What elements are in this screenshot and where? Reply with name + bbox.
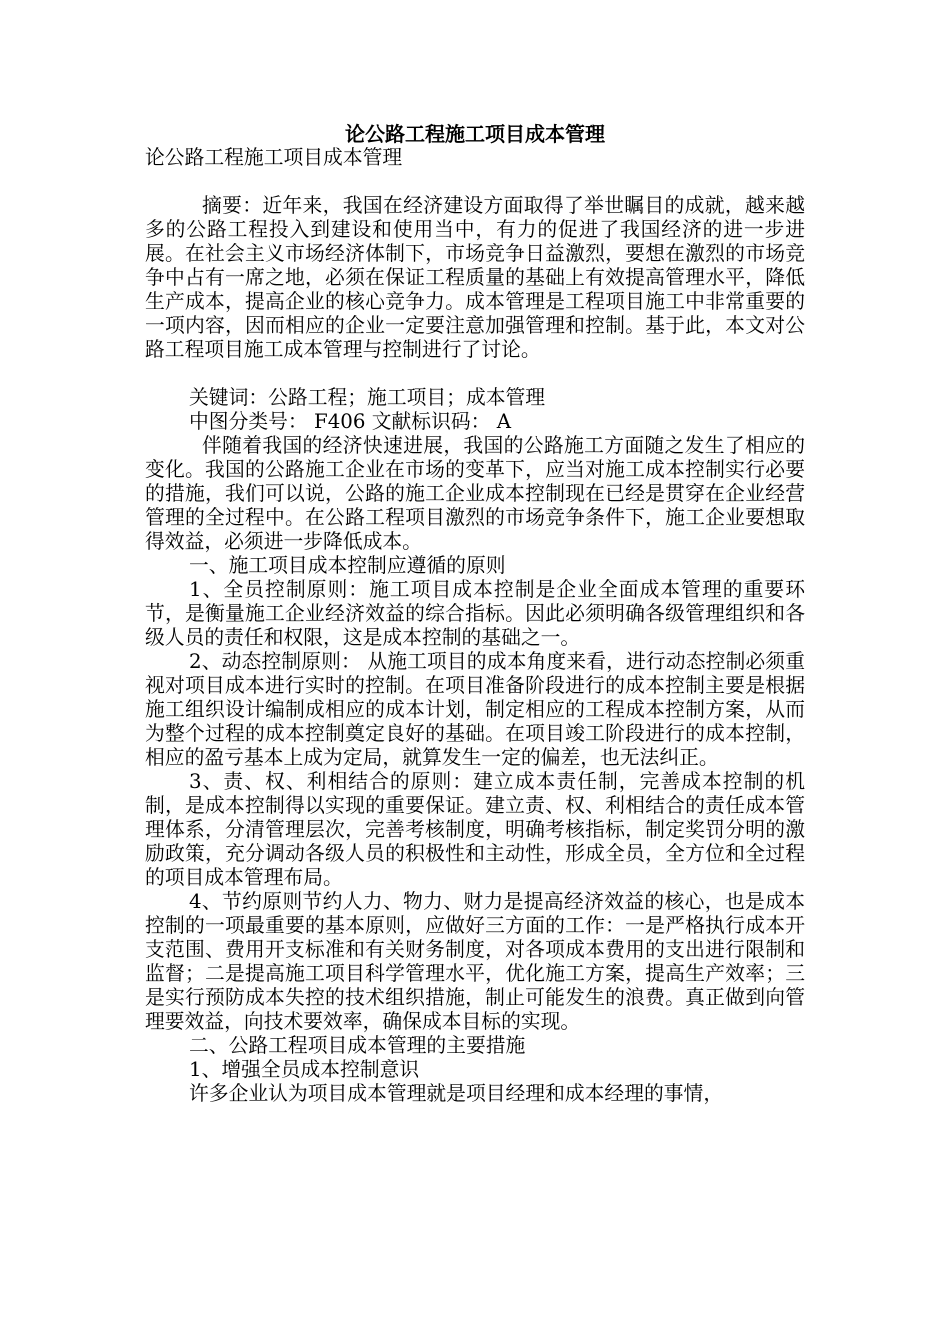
document-subtitle: 论公路工程施工项目成本管理 (145, 146, 403, 169)
body-paragraph: 1、全员控制原则：施工项目成本控制是企业全面成本管理的重要环节，是衡量施工企业经济效益的综合指标。因此必须明确各级管理组织和各级人员的责任和权限，这是成本控制的基础之一。 (145, 578, 805, 649)
body-paragraph: 3、责、权、利相结合的原则：建立成本责任制，完善成本控制的机制，是成本控制得以实现的重要保证。建立责、权、利相结合的责任成本管理体系，分清管理层次，完善考核制度，明确考核指标，制定奖罚分明的激励政策，充分调动各级人员的积极性和主动性，形成全员，全方位和全过程的项目成本管理布局。 (145, 770, 805, 889)
blank-line (145, 362, 805, 386)
body-paragraph: 2、动态控制原则： 从施工项目的成本角度来看，进行动态控制必须重视对项目成本进行实时的控制。在项目准备阶段进行的成本控制主要是根据施工组织设计编制成相应的成本计划，制定相应的工程成本控制方案，从而为整个过程的成本控制奠定良好的基础。在项目竣工阶段进行的成本控制，相应的盈亏基本上成为定局，就算发生一定的偏差，也无法纠正。 (145, 650, 805, 769)
section-heading: 二、公路工程项目成本管理的主要措施 (189, 1034, 526, 1057)
body-paragraph: 4、节约原则节约人力、物力、财力是提高经济效益的核心，也是成本控制的一项最重要的基本原则，应做好三方面的工作：一是严格执行成本开支范围、费用开支标准和有关财务制度，对各项成本费用的支出进行限制和监督；二是提高施工项目科学管理水平，优化施工方案，提高生产效率；三是实行预防成本失控的技术组织措施，制止可能发生的浪费。真正做到向管理要效益，向技术要效率，确保成本目标的实现。 (145, 890, 805, 1033)
classification-line: 中图分类号： F406 文献标识码： A (189, 410, 512, 433)
section-heading: 一、施工项目成本控制应遵循的原则 (189, 554, 506, 577)
body-paragraph: 伴随着我国的经济快速进展，我国的公路施工方面随之发生了相应的变化。我国的公路施工企业在市场的变革下，应当对施工成本控制实行必要的措施，我们可以说，公路的施工企业成本控制现在已经是贯穿在企业经营管理的全过程中。在公路工程项目激烈的市场竞争条件下，施工企业要想取得效益，必须进一步降低成本。 (145, 434, 805, 553)
keywords-line: 关键词：公路工程；施工项目；成本管理 (189, 386, 546, 409)
document-body (145, 122, 805, 1106)
document-title: 论公路工程施工项目成本管理 (345, 122, 605, 146)
subsection-heading: 1、增强全员成本控制意识 (189, 1058, 420, 1081)
body-paragraph: 许多企业认为项目成本管理就是项目经理和成本经理的事情， (189, 1082, 724, 1105)
abstract-paragraph: 摘要：近年来，我国在经济建设方面取得了举世瞩目的成就，越来越多的公路工程投入到建设和使用当中，有力的促进了我国经济的进一步进展。在社会主义市场经济体制下，市场竞争日益激烈，要想在激烈的市场竞争中占有一席之地，必须在保证工程质量的基础上有效提高管理水平，降低生产成本，提高企业的核心竞争力。成本管理是工程项目施工中非常重要的一项内容，因而相应的企业一定要注意加强管理和控制。基于此，本文对公路工程项目施工成本管理与控制进行了讨论。 (145, 194, 805, 361)
blank-line (145, 170, 805, 194)
